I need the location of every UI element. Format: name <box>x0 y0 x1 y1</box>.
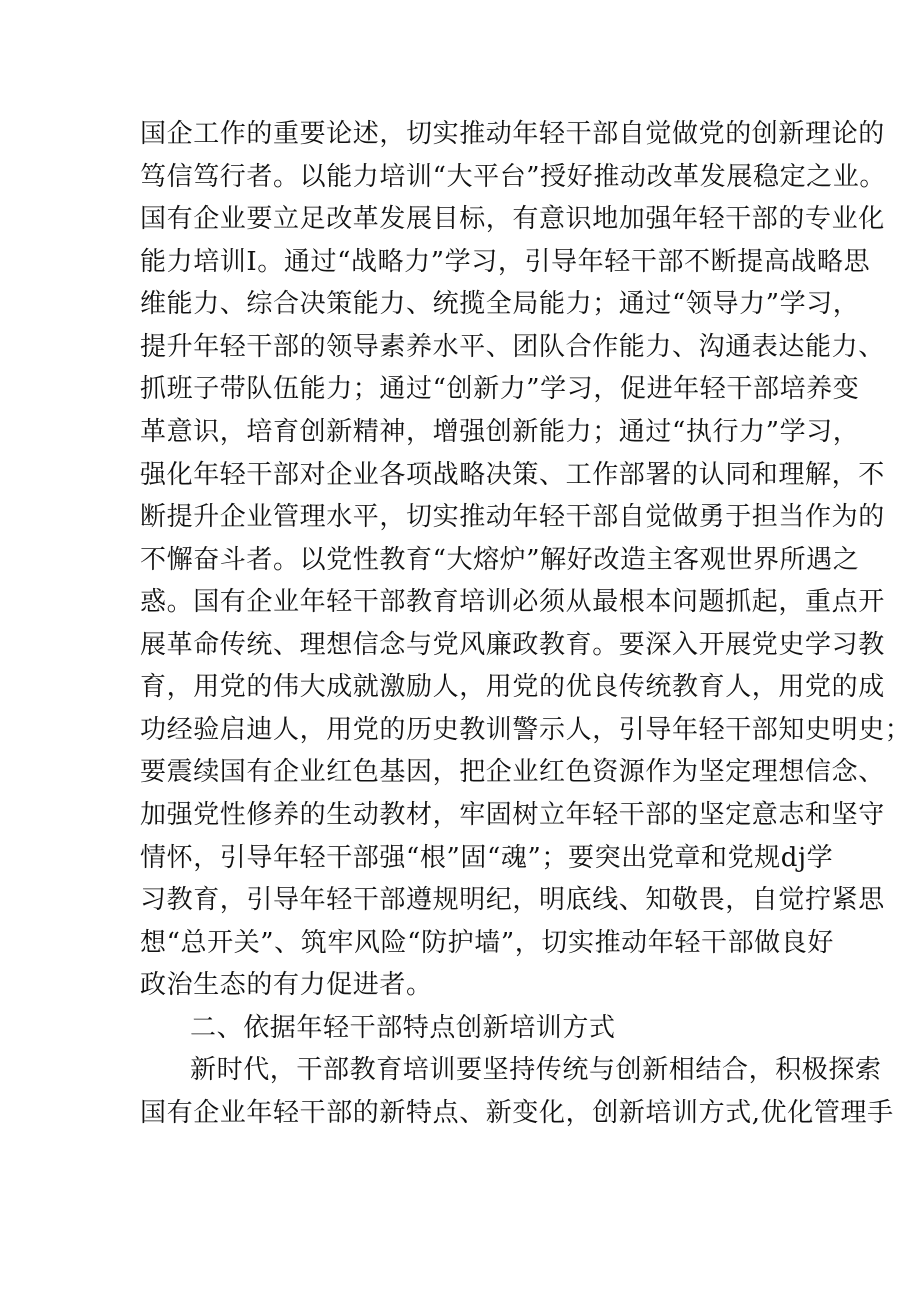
paragraph-line: 加强党性修养的生动教材，牢固树立年轻干部的坚定意志和坚守 <box>140 800 885 830</box>
paragraph-line: 惑。国有企业年轻干部教育培训必须从最根本问题抓起，重点开 <box>140 587 885 617</box>
paragraph-line: 新时代，干部教育培训要坚持传统与创新相结合，积极探索 <box>190 1055 882 1085</box>
paragraph-line: 展革命传统、理想信念与党风廉政教育。要深入开展党史学习教 <box>140 630 885 660</box>
paragraph-line: 维能力、综合决策能力、统揽全局能力；通过“领导力”学习， <box>140 289 860 319</box>
section-heading: 二、依据年轻干部特点创新培训方式 <box>190 1013 616 1043</box>
paragraph-line: 国有企业要立足改革发展目标，有意识地加强年轻干部的专业化 <box>140 204 885 234</box>
paragraph-line: 想“总开关”、筑牢风险“防护墙”，切实推动年轻干部做良好 <box>140 928 834 958</box>
paragraph-line: 习教育，引导年轻干部遵规明纪，明底线、知敬畏，自觉拧紧思 <box>140 885 885 915</box>
paragraph-line: 革意识，培育创新精神，增强创新能力；通过“执行力”学习， <box>140 417 860 447</box>
paragraph-line: 国有企业年轻干部的新特点、新变化，创新培训方式,优化管理手 <box>140 1098 894 1128</box>
paragraph-line: 功经验启迪人，用党的历史教训警示人，引导年轻干部知史明史； <box>140 715 912 745</box>
paragraph-line: 笃信笃行者。以能力培训“大平台”授好推动改革发展稳定之业。 <box>140 162 886 192</box>
paragraph-line: 提升年轻干部的领导素养水平、团队合作能力、沟通表达能力、 <box>140 332 885 362</box>
paragraph-line: 断提升企业管理水平，切实推动年轻干部自觉做勇于担当作为的 <box>140 502 885 532</box>
paragraph-line: 国企工作的重要论述，切实推动年轻干部自觉做党的创新理论的 <box>140 119 885 149</box>
paragraph-line: 情怀，引导年轻干部强“根”固“魂”；要突出党章和党规dj学 <box>140 843 834 873</box>
paragraph-line: 政治生态的有力促进者。 <box>140 970 433 1000</box>
paragraph-line: 不懈奋斗者。以党性教育“大熔炉”解好改造主客观世界所遇之 <box>140 545 860 575</box>
paragraph-line: 要震续国有企业红色基因，把企业红色资源作为坚定理想信念、 <box>140 757 885 787</box>
paragraph-line: 能力培训I。通过“战略力”学习，引导年轻干部不断提高战略思 <box>140 247 871 277</box>
paragraph-line: 育，用党的伟大成就激励人，用党的优良传统教育人，用党的成 <box>140 672 885 702</box>
paragraph-line: 抓班子带队伍能力；通过“创新力”学习，促进年轻干部培养变 <box>140 374 860 404</box>
paragraph-line: 强化年轻干部对企业各项战略决策、工作部署的认同和理解，不 <box>140 460 885 490</box>
